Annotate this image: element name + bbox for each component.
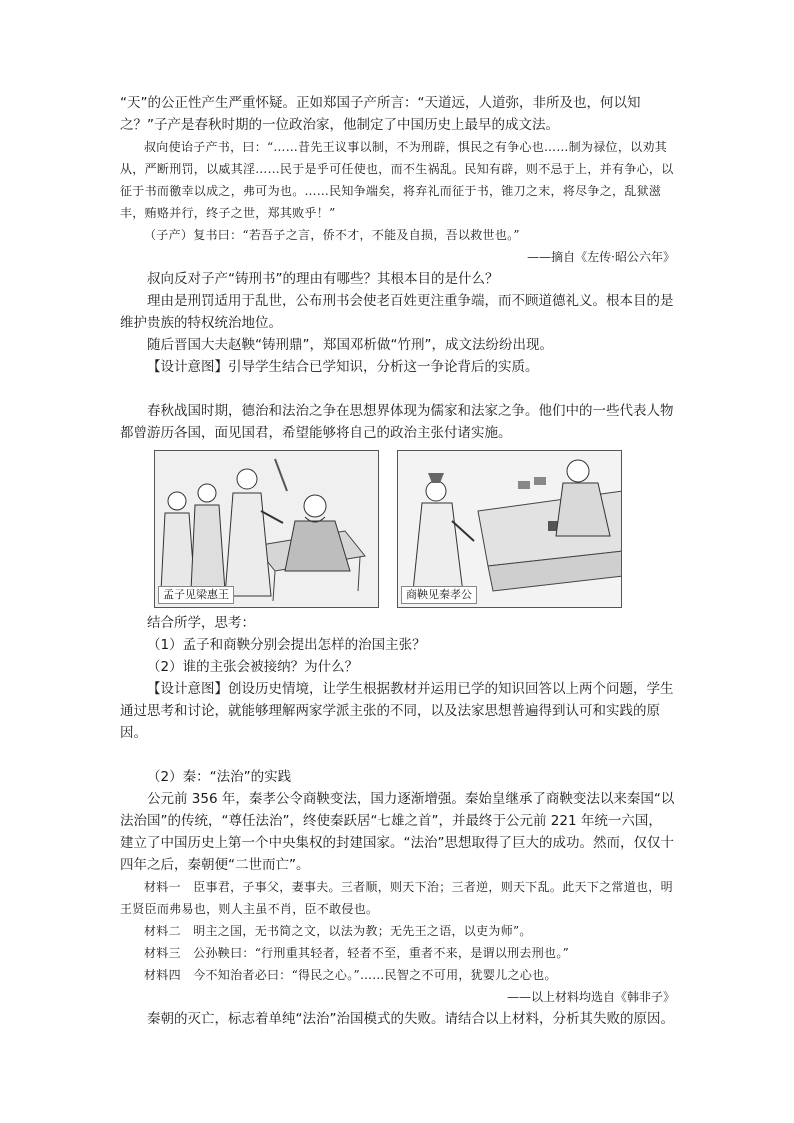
material-4: 材料四 今不知治者必曰：“得民之心。”……民智之不可用，犹婴儿之心也。: [144, 968, 557, 982]
question-1: 叔向反对子产“铸刑书”的理由有哪些？其根本目的是什么？: [147, 271, 499, 287]
think-prompt: 结合所学，思考：: [147, 615, 255, 631]
section-heading-qin: （2）秦：“法治”的实践: [147, 769, 292, 785]
paragraph-qin: 公元前 356 年，秦孝公令商鞅变法，国力逐渐增强。秦始皇继承了商鞅变法以来秦国“以法治国”的传统，“尊任法治”，终使秦跃居“七雄之首”，并最终于公元前 221 年统一六国，建立了中国历史上第一个中央集权的封建国家。“法治”思想取得了巨大的成功。然而，仅仅十四年之后，秦朝便“二世而亡”。: [120, 791, 675, 873]
paragraph-debate: 春秋战国时期，德治和法治之争在思想界体现为儒家和法家之争。他们中的一些代表人物都曾游历各国，面见国君，希望能够将自己的政治主张付诸实施。: [120, 403, 674, 441]
figure-shangyang: [397, 450, 622, 608]
paragraph-follow: 随后晋国大夫赵鞅“铸刑鼎”，郑国邓析做“竹刑”，成文法纷纷出现。: [147, 337, 553, 353]
figure-mencius: [154, 450, 379, 608]
figure-row: [154, 450, 675, 608]
quote-source: ——摘自《左传·昭公六年》: [527, 250, 675, 264]
paragraph-conclusion: 秦朝的灭亡，标志着单纯“法治”治国模式的失败。请结合以上材料，分析其失败的原因。: [147, 1011, 674, 1027]
material-source: ——以上材料均选自《韩非子》: [506, 990, 675, 1004]
paragraph-intro: “天”的公正性产生严重怀疑。正如郑国子产所言：“天道远，人道弥，非所及也，何以知之？”子产是春秋时期的一位政治家，他制定了中国历史上最早的成文法。: [120, 95, 641, 133]
material-1: 材料一 臣事君，子事父，妻事夫。三者顺，则天下治；三者逆，则天下乱。此天下之常道也，明王贤臣而弗易也，则人主虽不肖，臣不敢侵也。: [120, 880, 673, 916]
material-2: 材料二 明主之国，无书简之文，以法为教；无先王之语，以吏为师”。: [144, 924, 532, 938]
design-intent-2: 【设计意图】创设历史情境，让学生根据教材并运用已学的知识回答以上两个问题，学生通过思考和讨论，就能够理解两家学派主张的不同，以及法家思想普遍得到认可和实践的原因。: [120, 681, 674, 741]
shangyang-illustration: [398, 451, 622, 608]
quote-zichan-reply: （子产）复书曰：“若吾子之言，侨不才，不能及自损，吾以救世也。”: [144, 228, 520, 242]
figure-caption-mencius: 孟子见梁惠王: [158, 586, 234, 604]
answer-1: 理由是刑罚适用于乱世，公布刑书会使老百姓更注重争端，而不顾道德礼义。根本目的是维护贵族的特权统治地位。: [120, 293, 674, 331]
think-question-1: （1）孟子和商鞅分别会提出怎样的治国主张？: [147, 637, 426, 653]
design-intent-1: 【设计意图】引导学生结合已学知识，分析这一争论背后的实质。: [147, 359, 539, 375]
quote-shuxiang: 叔向使诒子产书，曰：“……昔先王议事以制，不为刑辟，惧民之有争心也……制为禄位，以劝其从，严断刑罚，以威其淫……民于是乎可任使也，而不生祸乱。民知有辟，则不忌于上，并有争心，以征于书而徼幸以成之，弗可为也。……民知争端矣，将弃礼而征于书，锥刀之末，将尽争之，乱狱滋丰，贿赂并行，终子之世，郑其败乎！”: [120, 140, 674, 220]
material-3: 材料三 公孙鞅曰：“行刑重其轻者，轻者不至，重者不来，是谓以刑去刑也。”: [144, 946, 570, 960]
think-question-2: （2）谁的主张会被接纳？为什么？: [147, 659, 359, 675]
figure-caption-shangyang: 商鞅见秦孝公: [401, 586, 477, 604]
mencius-illustration: [155, 451, 379, 608]
document-page: [120, 92, 675, 1030]
